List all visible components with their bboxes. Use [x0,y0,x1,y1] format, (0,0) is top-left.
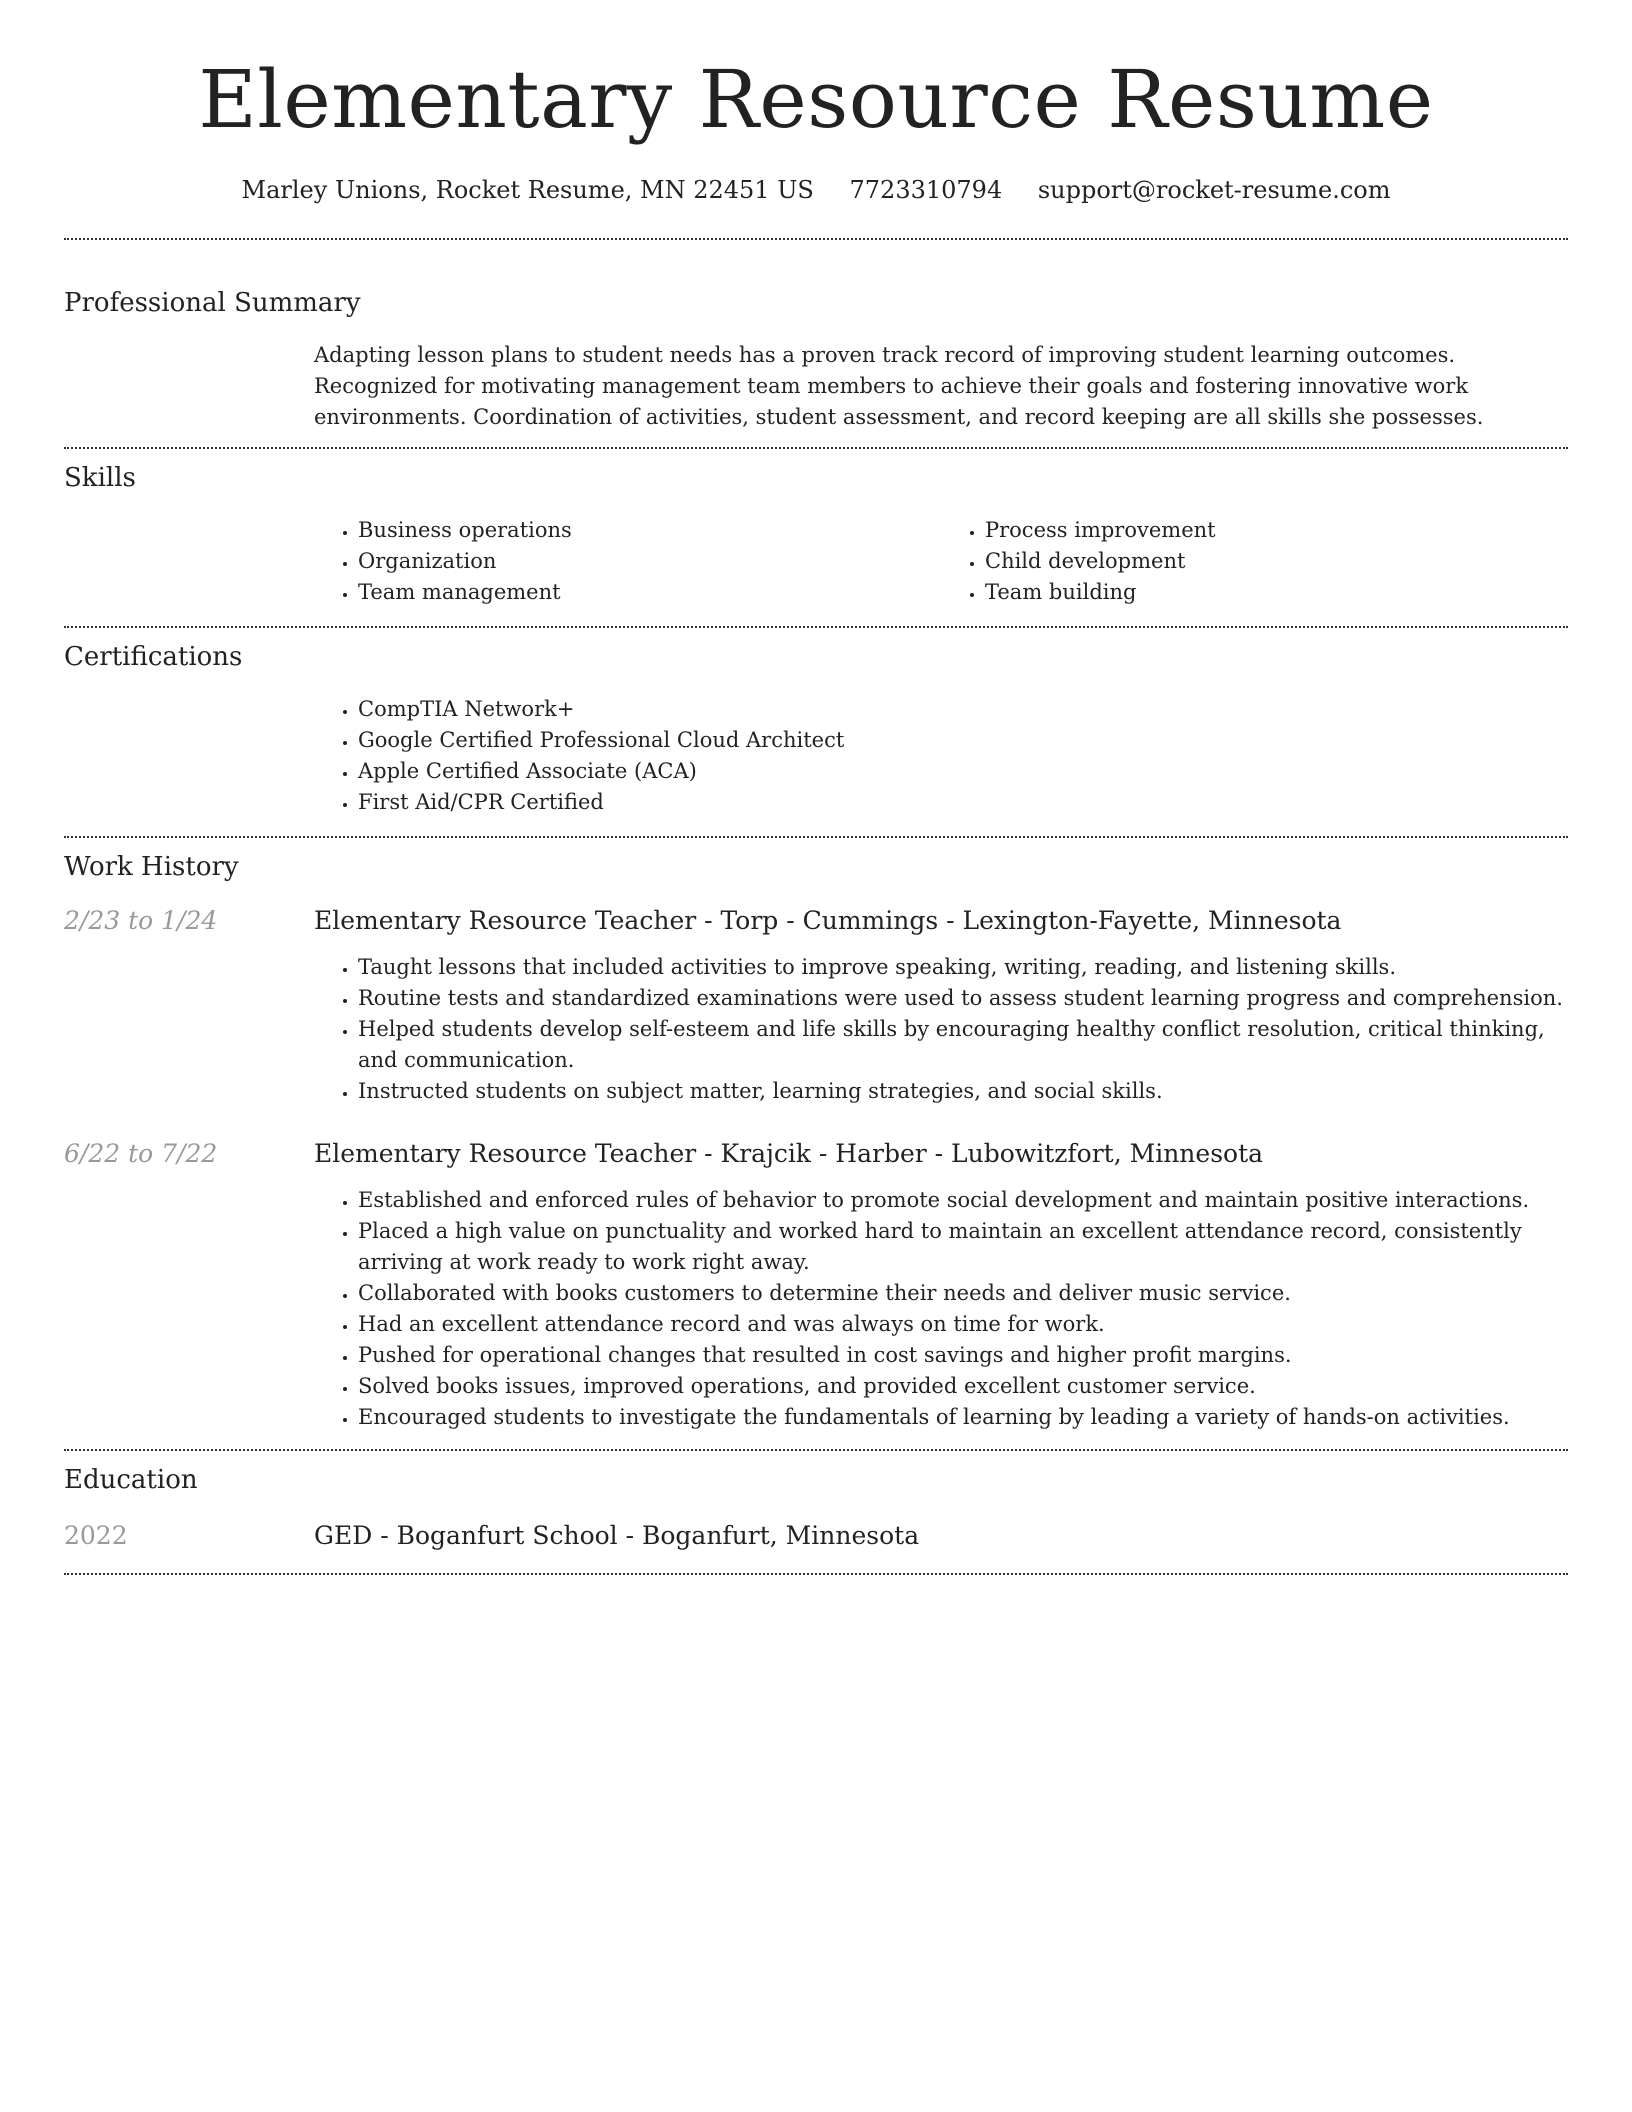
job-bullet: • Instructed students on subject matter, learning strategies, and social skills. [358,1076,1568,1107]
job-bullet: • Established and enforced rules of behavior to promote social development and maintain positive interactions. [358,1185,1568,1216]
education-year: 2022 [64,1521,128,1550]
job-dates: 2/23 to 1/24 [64,906,218,935]
skill-item: • Team management [358,577,941,608]
resume-page [64,0,1568,1575]
divider [64,1573,1568,1575]
certification-item: • First Aid/CPR Certified [358,787,1568,818]
summary-text: Adapting lesson plans to student needs has a proven track record of improving student learning outcomes. Recognized for motivating management team members to achieve their goals and fostering innovative work environments. Coordination of activities, student assessment, and record keeping are all skills she possesses. [314,343,1484,429]
work-history-section [64,838,1568,1449]
skills-grid [314,515,1568,608]
job-bullet: • Pushed for operational changes that resulted in cost savings and higher profit margins. [358,1340,1568,1371]
skill-item: • Team building [985,577,1568,608]
job-bullet: • Taught lessons that included activities to improve speaking, writing, reading, and listening skills. [358,952,1568,983]
job-bullet: • Had an excellent attendance record and was always on time for work. [358,1309,1568,1340]
skill-item: • Child development [985,546,1568,577]
contact-phone: 7723310794 [849,176,1003,204]
contact-line [64,174,1568,206]
contact-email: support@rocket-resume.com [1037,176,1391,204]
job-bullet: • Helped students develop self-esteem and life skills by encouraging healthy conflict resolution, critical thinking, and communication. [358,1014,1568,1076]
skills-list-right [941,515,1568,608]
certifications-list [314,694,1568,818]
job-bullets [314,1185,1568,1433]
job-entry [64,1137,1568,1433]
skill-item: • Process improvement [985,515,1568,546]
job-heading: Elementary Resource Teacher - Krajcik - Harber - Lubowitzfort, Minnesota [314,1139,1264,1168]
job-bullet: • Encouraged students to investigate the fundamentals of learning by leading a variety of hands-on activities. [358,1402,1568,1433]
job-heading: Elementary Resource Teacher - Torp - Cummings - Lexington-Fayette, Minnesota [314,906,1342,935]
education-section [64,1451,1568,1573]
job-bullets [314,952,1568,1107]
job-bullet: • Placed a high value on punctuality and worked hard to maintain an excellent attendance record, consistently arriving at work ready to work right away. [358,1216,1568,1278]
section-title-summary: Professional Summary [64,288,361,318]
job-bullet: • Solved books issues, improved operations, and provided excellent customer service. [358,1371,1568,1402]
certification-item: • Apple Certified Associate (ACA) [358,756,1568,787]
skills-section [64,449,1568,626]
certification-item: • Google Certified Professional Cloud Architect [358,725,1568,756]
skill-item: • Business operations [358,515,941,546]
resume-header [64,0,1568,206]
certifications-section [64,628,1568,836]
education-entry [64,1519,1568,1553]
job-dates: 6/22 to 7/22 [64,1139,218,1168]
job-bullet: • Routine tests and standardized examinations were used to assess student learning progress and comprehension. [358,983,1568,1014]
certification-item: • CompTIA Network+ [358,694,1568,725]
skills-list-left [314,515,941,608]
section-title-skills: Skills [64,463,136,493]
section-title-education: Education [64,1465,198,1495]
contact-address: Marley Unions, Rocket Resume, MN 22451 US [241,176,814,204]
summary-section [64,240,1568,447]
job-entry [64,904,1568,1107]
skill-item: • Organization [358,546,941,577]
job-bullet: • Collaborated with books customers to determine their needs and deliver music service. [358,1278,1568,1309]
education-heading: GED - Boganfurt School - Boganfurt, Minnesota [314,1521,920,1550]
section-title-work: Work History [64,852,239,882]
section-title-certifications: Certifications [64,642,243,672]
resume-title: Elementary Resource Resume [198,53,1434,146]
